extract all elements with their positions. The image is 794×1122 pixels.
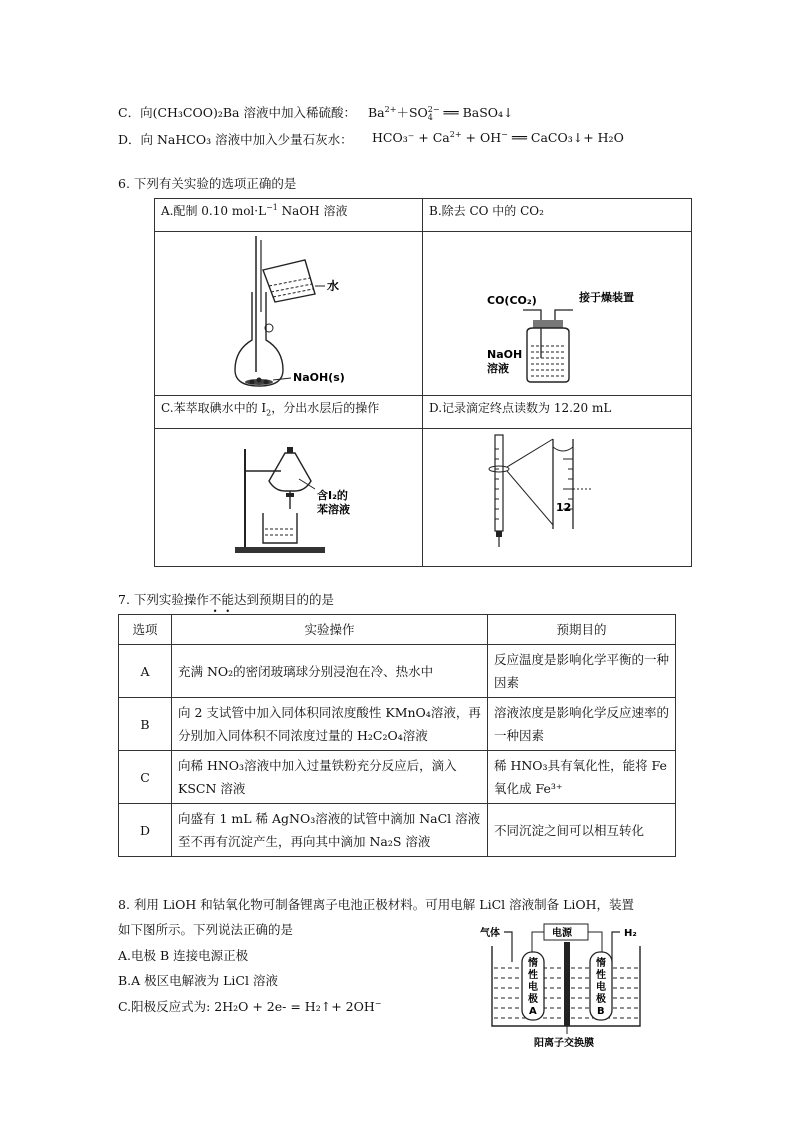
svg-text:惰: 惰: [528, 958, 538, 969]
q6-stem: 6. 下列有关实验的选项正确的是: [118, 176, 297, 191]
option-d-equation: $HCO_3^- + Ca^{2+} + OH^-$ ══ CaCO₃↓+ H₂O: [372, 130, 624, 146]
q6-cell-a-caption: A.配制 0.10 $mol\cdot L^{-1}$ NaOH 溶液: [155, 199, 423, 232]
svg-text:极: 极: [528, 994, 538, 1005]
option-c-line: [118, 103, 356, 121]
q8-option-a: A.电极 B 连接电源正极: [118, 948, 249, 963]
label-reading-12: 12: [556, 501, 572, 514]
option-c-equation: $Ba^{2+}+SO$ 2− 4 ══ BaSO₄↓: [368, 104, 514, 122]
label-gas: 气体: [480, 928, 500, 939]
q7-header-option: 选项: [119, 615, 172, 645]
label-benzene-solution: 苯溶液: [317, 503, 350, 516]
q7-header-purpose: 预期目的: [488, 615, 676, 645]
electrolysis-cell-diagram: [478, 922, 658, 1052]
svg-text:性: 性: [596, 970, 606, 981]
burette-diagram: [423, 429, 691, 563]
option-d-text: D．向 NaHCO₃ 溶液中加入少量石灰水：: [118, 132, 353, 147]
label-h2: H₂: [624, 928, 637, 939]
option-d-line: [118, 130, 353, 148]
table-row: A 充满 NO₂的密闭玻璃球分别浸泡在冷、热水中 反应温度是影响化学平衡的一种因素: [119, 645, 676, 698]
q6-figure-a: [155, 232, 423, 396]
q7-header-row: [119, 615, 676, 645]
q7-table: [118, 614, 676, 857]
q6-figure-c: [155, 429, 423, 567]
q8-stem-line2: 如下图所示。下列说法正确的是: [118, 922, 294, 937]
volumetric-flask-diagram: [155, 232, 422, 392]
q8-option-c: C.阳极反应式为: 2H₂O + 2e- = H₂↑+ 2OH−: [118, 998, 382, 1014]
label-naoh: NaOH: [487, 348, 523, 361]
svg-text:惰: 惰: [596, 958, 606, 969]
label-co-co2: CO(CO₂): [487, 294, 537, 307]
q6-figure-b: [423, 232, 692, 396]
label-water: 水: [327, 279, 340, 293]
label-to-dryer: 接于燥装置: [579, 291, 634, 304]
q6-figure-d: [423, 429, 692, 567]
q6-cell-d-caption: D.记录滴定终点读数为 12.20 mL: [423, 396, 692, 429]
q8-stem-line1: 8. 利用 LiOH 和钴氧化物可制备锂离子电池正极材料。可用电解 LiCl 溶液制备 LiOH，装置: [118, 897, 635, 912]
table-row: C 向稀 HNO₃溶液中加入过量铁粉充分反应后，滴入 KSCN 溶液 稀 HNO₃具有氧化性，能将 Fe 氧化成 Fe³⁺: [119, 751, 676, 804]
svg-text:电: 电: [596, 982, 606, 993]
q6-cell-b-caption: B.除去 CO 中的 CO₂: [423, 199, 692, 232]
svg-text:A: A: [529, 1006, 537, 1017]
label-cation-exchange-membrane: 阳离子交换膜: [534, 1038, 594, 1049]
table-row: B 向 2 支试管中加入同体积同浓度酸性 KMnO₄溶液，再分别加入同体积不同浓度过量的 H₂C₂O₄溶液 溶液浓度是影响化学反应速率的一种因素: [119, 698, 676, 751]
table-row: D 向盛有 1 mL 稀 AgNO₃溶液的试管中滴加 NaCl 溶液至不再有沉淀产生，再向其中滴加 Na₂S 溶液 不同沉淀之间可以相互转化: [119, 804, 676, 857]
label-solution: 溶液: [487, 362, 509, 375]
svg-text:B: B: [597, 1006, 605, 1017]
svg-text:极: 极: [596, 994, 606, 1005]
svg-text:性: 性: [528, 970, 538, 981]
label-iodine: 含I₂的: [317, 489, 348, 502]
q8-option-b: B.A 极区电解液为 LiCl 溶液: [118, 973, 278, 988]
svg-text:电: 电: [528, 982, 538, 993]
label-power-source: 电源: [552, 928, 572, 939]
option-c-text: C．向(CH₃COO)₂Ba 溶液中加入稀硫酸：: [118, 105, 356, 120]
q7-stem: 7. 下列实验操作不能达到预期目的的是: [118, 592, 334, 607]
q6-cell-c-caption: C.苯萃取碘水中的 $I_2$，分出水层后的操作: [155, 396, 423, 429]
separatory-funnel-diagram: [155, 429, 422, 563]
gas-washing-bottle-diagram: [423, 232, 691, 392]
q7-header-operation: 实验操作: [172, 615, 488, 645]
label-naoh-solid: NaOH(s): [293, 371, 345, 384]
q6-table: [154, 198, 692, 567]
